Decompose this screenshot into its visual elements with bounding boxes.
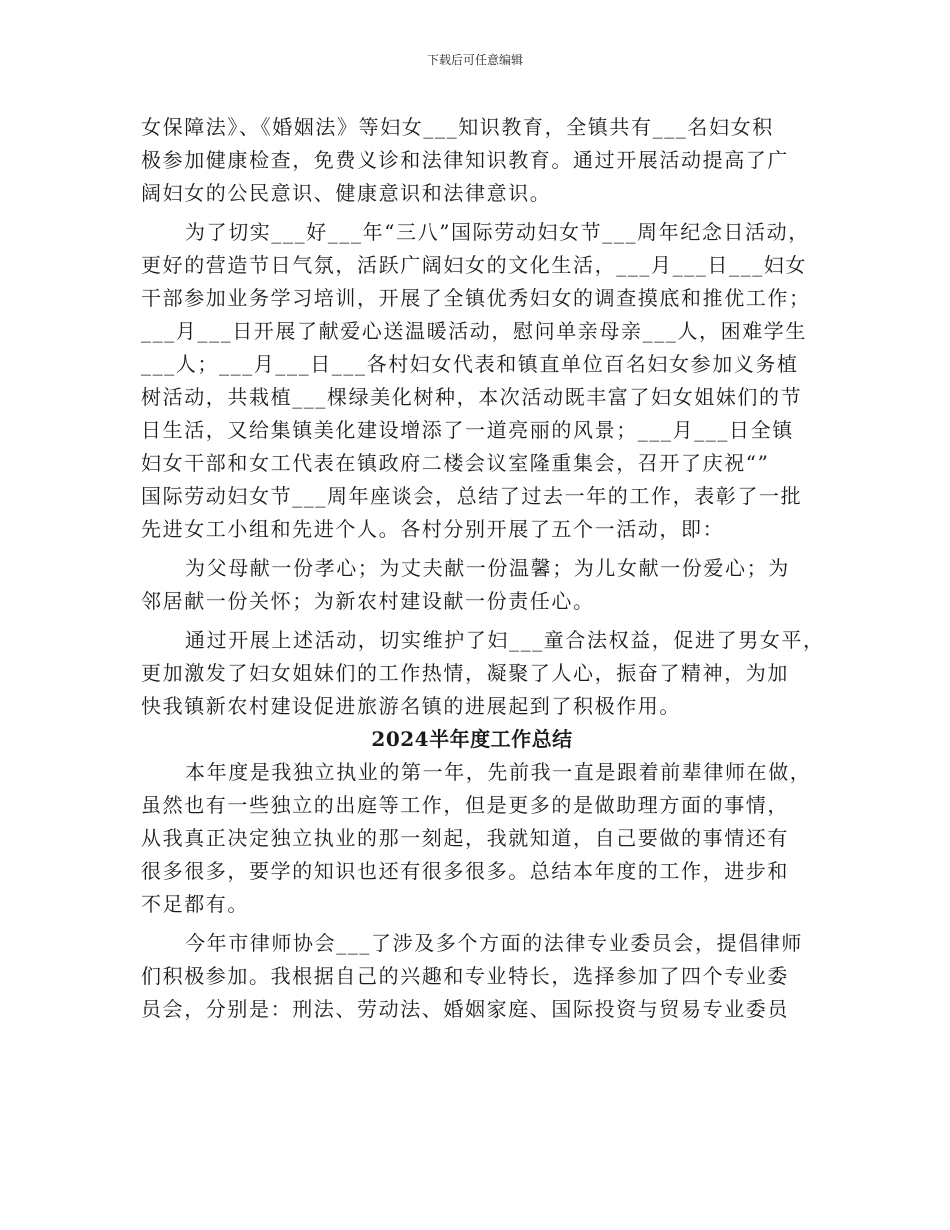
text-line: 虽然也有一些独立的出庭等工作，但是更多的是做助理方面的事情，: [141, 793, 789, 817]
text-line: 不足都有。: [141, 892, 249, 916]
paragraph: [141, 216, 821, 546]
text-line: 日生活，又给集镇美化建设增添了一道亮丽的风景；___月___日全镇: [141, 418, 794, 442]
text-line: 通过开展上述活动，切实维护了妇___童合法权益，促进了男女平，: [185, 628, 825, 652]
text-line: 树活动，共栽植___棵绿美化树种，本次活动既丰富了妇女姐妹们的节: [141, 385, 803, 409]
text-line: 邻居献一份关怀；为新农村建设献一份责任心。: [141, 589, 595, 613]
text-line: 更好的营造节日气氛，活跃广阔妇女的文化生活，___月___日___妇女: [141, 253, 807, 277]
paragraph: [141, 756, 821, 921]
text-line: 员会，分别是：刑法、劳动法、婚姻家庭、国际投资与贸易专业委员: [141, 997, 789, 1021]
text-line: 国际劳动妇女节___周年座谈会，总结了过去一年的工作，表彰了一批: [141, 484, 803, 508]
text-line: ___人；___月___日___各村妇女代表和镇直单位百名妇女参加义务植: [141, 352, 799, 376]
text-line: 妇女干部和女工代表在镇政府二楼会议室隆重集会，召开了庆祝“”: [141, 451, 770, 475]
text-line: 快我镇新农村建设促进旅游名镇的进展起到了积极作用。: [141, 694, 681, 718]
text-line: 为父母献一份孝心；为丈夫献一份温馨；为儿女献一份爱心；为: [185, 556, 790, 580]
document-body: [141, 111, 825, 1026]
paragraph: [141, 624, 825, 723]
text-line: 本年度是我独立执业的第一年，先前我一直是跟着前辈律师在做，: [185, 760, 812, 784]
paragraph: [141, 111, 821, 210]
paragraph: [141, 927, 821, 1026]
text-line: 从我真正决定独立执业的那一刻起，我就知道，自己要做的事情还有: [141, 826, 789, 850]
text-line: 阔妇女的公民意识、健康意识和法律意识。: [141, 181, 552, 205]
text-line: 今年市律师协会___了涉及多个方面的法律专业委员会，提倡律师: [185, 931, 803, 955]
text-line: 女保障法》、《婚姻法》等妇女___知识教育，全镇共有___名妇女积: [141, 115, 774, 139]
text-line: 们积极参加。我根据自己的兴趣和专业特长，选择参加了四个专业委: [141, 964, 789, 988]
paragraph: [141, 552, 821, 618]
text-line: 很多很多，要学的知识也还有很多很多。总结本年度的工作，进步和: [141, 859, 789, 883]
section-title: 2024半年度工作总结: [371, 727, 573, 751]
text-line: 极参加健康检查，免费义诊和法律知识教育。通过开展活动提高了广: [141, 148, 789, 172]
page-header: 下载后可任意编辑: [426, 53, 523, 67]
text-line: 先进女工小组和先进个人。各村分别开展了五个一活动，即：: [141, 517, 725, 541]
text-line: 干部参加业务学习培训，开展了全镇优秀妇女的调查摸底和推优工作；: [141, 286, 811, 310]
text-line: 为了切实___好___年“三八”国际劳动妇女节___周年纪念日活动，: [185, 220, 810, 244]
text-line: ___月___日开展了献爱心送温暖活动，慰问单亲母亲___人，困难学生: [141, 319, 807, 343]
text-line: 更加激发了妇女姐妹们的工作热情，凝聚了人心，振奋了精神，为加: [141, 661, 789, 685]
